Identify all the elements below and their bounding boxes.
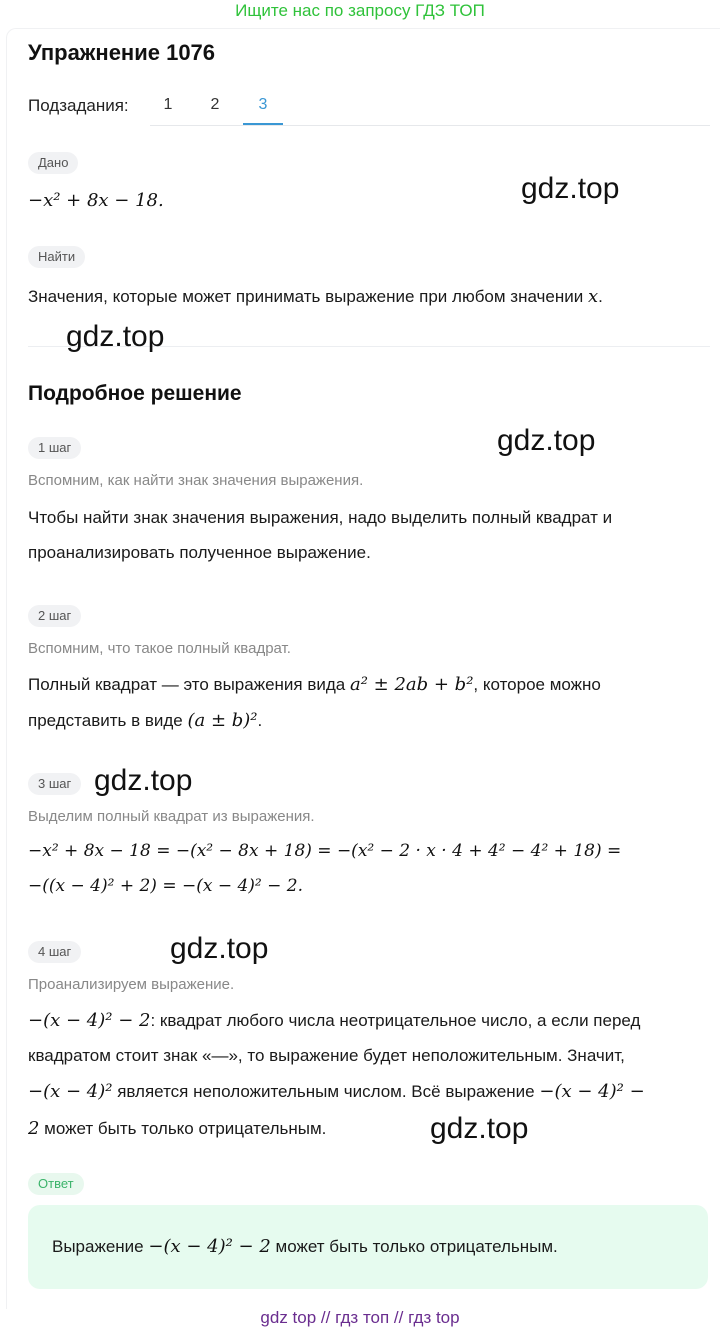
step-2-tail-1: , которое можно	[473, 675, 601, 694]
find-text-end: .	[598, 287, 603, 306]
active-tab-indicator	[243, 123, 283, 125]
given-chip: Дано	[28, 152, 78, 174]
answer-text-end: может быть только отрицательным.	[270, 1237, 558, 1256]
find-chip: Найти	[28, 246, 85, 268]
step-4-hint: Проанализируем выражение.	[28, 976, 235, 993]
watermark: gdz.top	[497, 424, 596, 457]
watermark: gdz.top	[66, 320, 165, 353]
step-4-line-2: квадратом стоит знак «—», то выражение будет неположительным. Значит,	[28, 1046, 625, 1065]
step-3-math-line-2: −((x − 4)² + 2) = −(x − 4)² − 2.	[28, 876, 304, 896]
step-4-line-4	[28, 1118, 326, 1140]
watermark: gdz.top	[430, 1112, 529, 1145]
solution-title: Подробное решение	[28, 382, 242, 405]
answer-math: −(x − 4)² − 2	[148, 1236, 271, 1257]
step-2-text-1: Полный квадрат — это выражения вида	[28, 675, 350, 694]
step-4-math-3b: −(x − 4)² −	[539, 1081, 645, 1102]
step-1-line-2: проанализировать полученное выражение.	[28, 543, 371, 562]
tab-1[interactable]: 1	[163, 96, 173, 113]
top-banner[interactable]: Ищите нас по запросу ГДЗ ТОП	[235, 1, 485, 20]
step-1-hint: Вспомним, как найти знак значения выражения.	[28, 472, 364, 489]
step-3-math-line-1: −x² + 8x − 18 = −(x² − 8x + 18) = −(x² − 2 · x · 4 + 4² − 4² + 18) =	[28, 841, 622, 861]
step-2-text-2: представить в виде	[28, 711, 188, 730]
tab-3[interactable]: 3	[258, 96, 268, 113]
step-4-line-3	[28, 1081, 645, 1103]
answer-text-start: Выражение	[52, 1237, 149, 1256]
find-text	[28, 286, 603, 308]
answer-text	[52, 1236, 558, 1258]
step-4-text-1: : квадрат любого числа неотрицательное число, а если перед	[150, 1011, 641, 1030]
step-3-hint: Выделим полный квадрат из выражения.	[28, 808, 315, 825]
footer-links[interactable]: gdz top // гдз топ // гдз top	[260, 1308, 460, 1327]
tabs-divider	[150, 125, 710, 126]
step-4-math-4: 2	[28, 1118, 40, 1139]
answer-chip: Ответ	[28, 1173, 84, 1195]
page-title: Упражнение 1076	[28, 40, 216, 65]
step-4-math-1: −(x − 4)² − 2	[28, 1010, 151, 1031]
step-4-line-1	[28, 1010, 640, 1032]
step-1-chip: 1 шаг	[28, 437, 81, 459]
step-2-hint: Вспомним, что такое полный квадрат.	[28, 640, 291, 657]
step-4-chip: 4 шаг	[28, 941, 81, 963]
find-var: x	[587, 286, 599, 307]
step-2-tail-2: .	[257, 711, 263, 730]
step-1-line-1: Чтобы найти знак значения выражения, надо выделить полный квадрат и	[28, 508, 613, 527]
watermark: gdz.top	[170, 932, 269, 965]
step-4-text-3: является неположительным числом. Всё выражение	[112, 1082, 540, 1101]
step-2-math-1: a² ± 2ab + b²	[349, 674, 474, 695]
step-4-math-3: −(x − 4)²	[28, 1081, 113, 1102]
step-2-line-2	[28, 710, 262, 732]
tab-2[interactable]: 2	[210, 96, 220, 113]
step-2-line-1	[28, 674, 601, 696]
find-text-main: Значения, которые может принимать выражение при любом значении	[28, 287, 588, 306]
given-expression: −x² + 8x − 18.	[28, 190, 164, 211]
watermark: gdz.top	[94, 764, 193, 797]
step-4-text-4: может быть только отрицательным.	[39, 1119, 327, 1138]
step-3-chip: 3 шаг	[28, 773, 81, 795]
subtasks-label: Подзадания:	[28, 96, 129, 115]
content-card	[6, 28, 720, 1309]
watermark: gdz.top	[521, 172, 620, 205]
step-2-chip: 2 шаг	[28, 605, 81, 627]
step-2-math-2: (a ± b)²	[187, 710, 258, 731]
